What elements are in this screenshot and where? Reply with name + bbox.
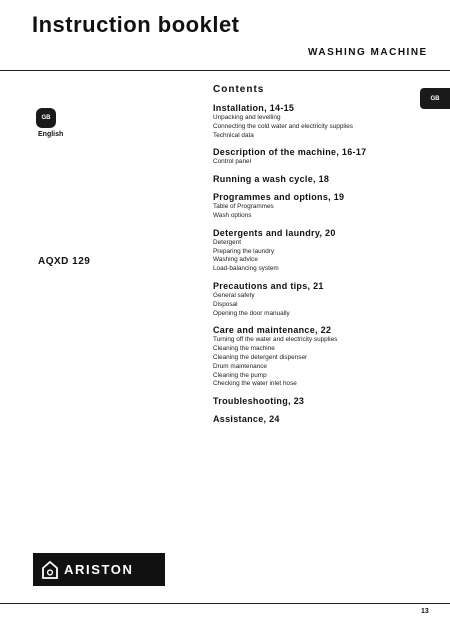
section-sub-item: General safety [213, 291, 255, 299]
language-label: English [38, 131, 64, 138]
section-sub-item: Opening the door manually [213, 309, 290, 317]
ariston-logo [33, 553, 165, 586]
contents-section [213, 324, 418, 389]
section-title: Precautions and tips, 21 [213, 280, 324, 291]
section-sub-item: Cleaning the detergent dispenser [213, 353, 308, 361]
page-title: Instruction booklet [32, 12, 240, 37]
section-sub-item: Cleaning the machine [213, 345, 275, 353]
section-title: Care and maintenance, 22 [213, 325, 332, 336]
section-sub-item: Washing advice [213, 256, 258, 264]
section-sub-item: Drum maintenance [213, 362, 267, 370]
section-title: Troubleshooting, 23 [213, 396, 305, 407]
side-language-tab: GB [420, 88, 450, 109]
contents-section [213, 191, 418, 221]
section-sub-item: Wash options [213, 211, 252, 219]
header-divider [0, 70, 450, 71]
language-badge: GB [36, 108, 56, 128]
contents-sections [213, 102, 418, 425]
model-number: AQXD 129 [38, 256, 91, 267]
contents-section [213, 413, 418, 425]
section-sub-item: Table of Programmes [213, 203, 274, 211]
section-title: Programmes and options, 19 [213, 192, 345, 203]
logo-text: ARISTON [64, 562, 134, 577]
contents-section [213, 395, 418, 407]
section-title: Running a wash cycle, 18 [213, 174, 330, 185]
contents-heading: Contents [213, 84, 265, 95]
house-icon [42, 561, 58, 579]
footer-divider [0, 603, 450, 604]
section-sub-item: Load-balancing system [213, 265, 279, 273]
section-sub-item: Control panel [213, 158, 252, 166]
contents-section [213, 280, 418, 318]
section-title: Installation, 14-15 [213, 103, 295, 113]
section-sub-item: Preparing the laundry [213, 247, 275, 255]
page-number: 13 [421, 608, 429, 615]
section-title: Detergents and laundry, 20 [213, 227, 336, 238]
contents-section [213, 146, 418, 167]
section-sub-item: Checking the water inlet hose [213, 380, 297, 388]
product-type: WASHING MACHINE [308, 47, 428, 58]
section-sub-item: Disposal [213, 300, 238, 308]
section-sub-item: Technical data [213, 131, 254, 139]
contents-section [213, 173, 418, 185]
contents-section [213, 102, 418, 140]
section-title: Description of the machine, 16-17 [213, 147, 367, 158]
section-sub-item: Detergent [213, 238, 242, 246]
table-of-contents [213, 84, 418, 431]
section-sub-item: Turning off the water and electricity supplies [213, 336, 338, 344]
section-sub-item: Connecting the cold water and electricity supplies [213, 122, 353, 130]
section-sub-item: Unpacking and levelling [213, 114, 281, 121]
section-title: Assistance, 24 [213, 414, 280, 425]
contents-section [213, 227, 418, 274]
section-sub-item: Cleaning the pump [213, 371, 267, 379]
